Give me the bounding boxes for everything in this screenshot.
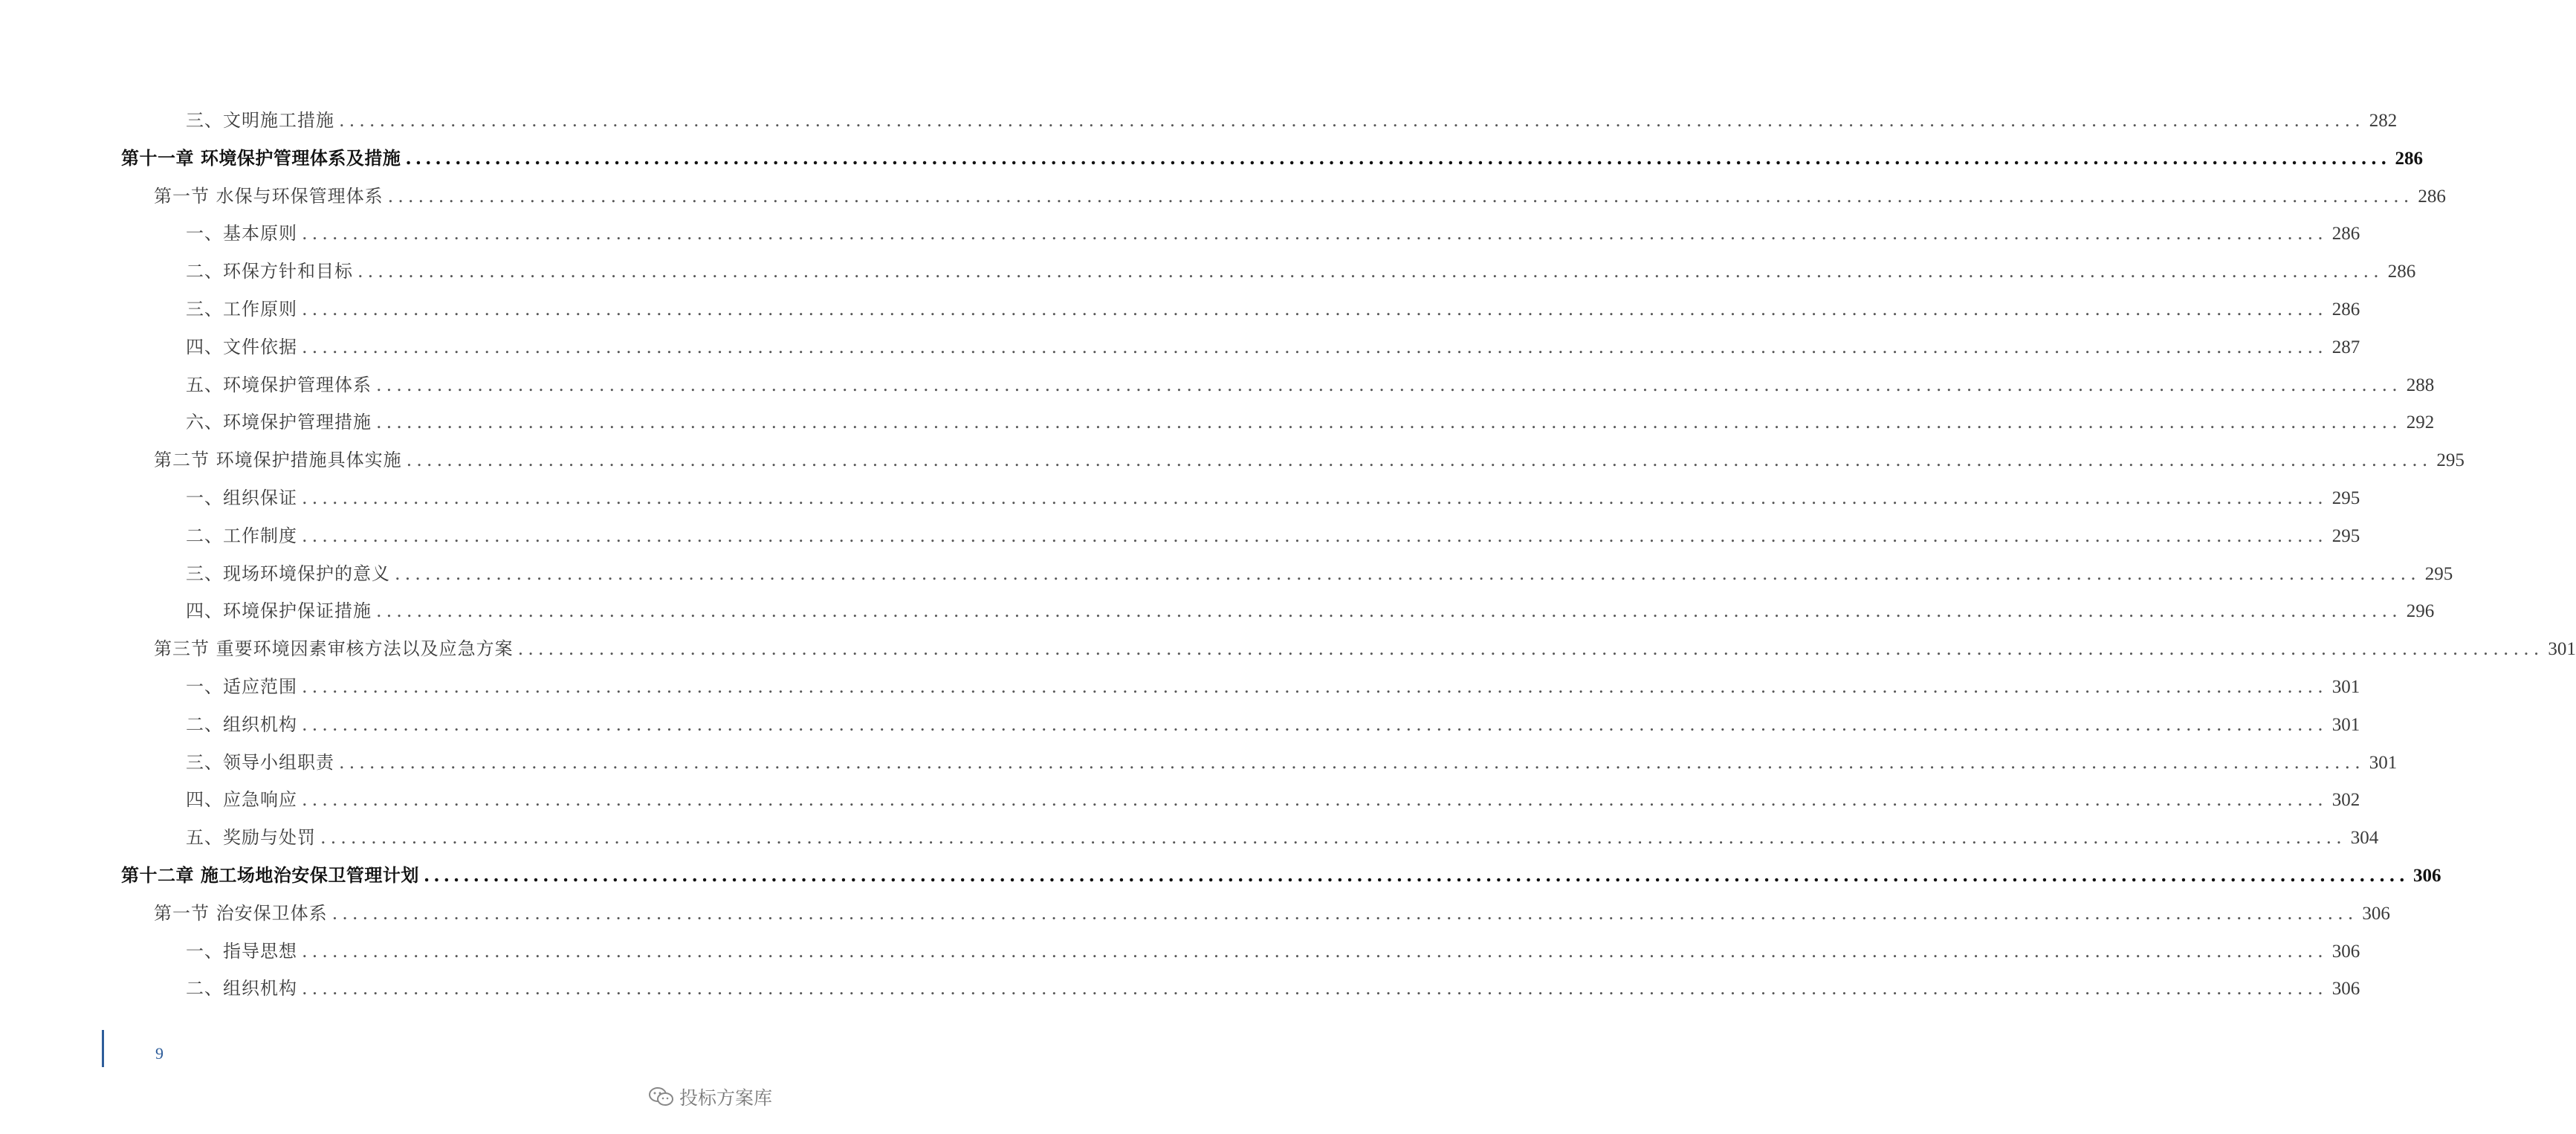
toc-entry-title: 一、指导思想 xyxy=(186,940,297,962)
toc-entry-section[interactable] xyxy=(0,178,2446,216)
toc-entry-title: 四、文件依据 xyxy=(186,336,297,357)
toc-entry-item[interactable] xyxy=(0,592,2435,630)
toc-entry-page: 282 xyxy=(2369,111,2398,131)
toc-entry-title: 三、现场环境保护的意义 xyxy=(186,563,390,584)
toc-dot-leader: ........................................................................................................................................................................................................ xyxy=(406,450,2433,471)
toc-entry-page: 286 xyxy=(2331,224,2360,244)
toc-entry-title: 二、组织机构 xyxy=(186,713,297,735)
toc-entry-item[interactable] xyxy=(0,706,2360,744)
toc-dot-leader: ........................................................................................................................................................................................................ xyxy=(302,978,2328,999)
toc-dot-leader: ........................................................................................................................................................................................................ xyxy=(405,146,2391,169)
toc-entry-page: 296 xyxy=(2406,601,2435,622)
table-of-contents xyxy=(0,102,2576,1008)
toc-entry-title: 三、领导小组职责 xyxy=(186,751,334,773)
toc-entry-title: 第一节 治安保卫体系 xyxy=(154,902,328,924)
toc-entry-chapter[interactable] xyxy=(0,857,2441,895)
toc-dot-leader: ........................................................................................................................................................................................................ xyxy=(376,600,2402,622)
toc-entry-page: 287 xyxy=(2331,337,2360,357)
toc-entry-title: 第十二章 施工场地治安保卫管理计划 xyxy=(121,864,419,886)
toc-dot-leader: ........................................................................................................................................................................................................ xyxy=(302,298,2328,320)
toc-dot-leader: ........................................................................................................................................................................................................ xyxy=(302,487,2328,508)
toc-entry-item[interactable] xyxy=(0,517,2360,555)
toc-entry-title: 一、组织保证 xyxy=(186,487,297,508)
toc-entry-page: 295 xyxy=(2424,563,2453,584)
toc-entry-section[interactable] xyxy=(0,630,2576,668)
toc-entry-page: 295 xyxy=(2436,450,2465,471)
toc-entry-item[interactable] xyxy=(0,291,2360,328)
toc-entry-page: 286 xyxy=(2331,299,2360,320)
toc-entry-item[interactable] xyxy=(0,102,2398,140)
toc-entry-item[interactable] xyxy=(0,404,2435,441)
toc-entry-item[interactable] xyxy=(0,253,2416,291)
toc-dot-leader: ........................................................................................................................................................................................................ xyxy=(395,563,2421,584)
toc-entry-page: 295 xyxy=(2331,525,2360,546)
toc-entry-page: 306 xyxy=(2331,979,2360,999)
toc-entry-title: 第三节 重要环境因素审核方法以及应急方案 xyxy=(154,638,514,660)
toc-entry-page: 292 xyxy=(2406,412,2435,433)
toc-dot-leader: ........................................................................................................................................................................................................ xyxy=(376,412,2402,433)
toc-entry-page: 295 xyxy=(2331,487,2360,508)
toc-dot-leader: ........................................................................................................................................................................................................ xyxy=(302,223,2328,244)
toc-entry-title: 二、环保方针和目标 xyxy=(186,261,353,282)
toc-entry-page: 288 xyxy=(2406,375,2435,395)
toc-dot-leader: ........................................................................................................................................................................................................ xyxy=(387,185,2414,207)
toc-dot-leader: ........................................................................................................................................................................................................ xyxy=(302,525,2328,546)
toc-dot-leader: ........................................................................................................................................................................................................ xyxy=(357,261,2384,282)
toc-dot-leader: ........................................................................................................................................................................................................ xyxy=(339,110,2365,131)
toc-entry-title: 四、环境保护保证措施 xyxy=(186,600,372,622)
toc-entry-page: 286 xyxy=(2418,186,2446,207)
toc-entry-page: 301 xyxy=(2369,752,2398,773)
toc-dot-leader: ........................................................................................................................................................................................................ xyxy=(302,789,2328,811)
toc-entry-page: 301 xyxy=(2331,676,2360,697)
toc-entry-item[interactable] xyxy=(0,479,2360,517)
toc-entry-page: 304 xyxy=(2350,828,2379,849)
toc-entry-page: 301 xyxy=(2331,714,2360,735)
toc-entry-title: 第二节 环境保护措施具体实施 xyxy=(154,450,402,471)
toc-dot-leader: ........................................................................................................................................................................................................ xyxy=(517,638,2544,660)
watermark-text: 投标方案库 xyxy=(679,1087,773,1109)
toc-entry-section[interactable] xyxy=(0,441,2465,479)
toc-entry-title: 六、环境保护管理措施 xyxy=(186,412,372,433)
toc-entry-title: 二、组织机构 xyxy=(186,978,297,999)
toc-entry-item[interactable] xyxy=(0,366,2435,404)
toc-entry-item[interactable] xyxy=(0,781,2360,819)
toc-entry-page: 306 xyxy=(2362,903,2390,924)
toc-dot-leader: ........................................................................................................................................................................................................ xyxy=(331,902,2358,924)
toc-entry-item[interactable] xyxy=(0,328,2360,366)
toc-entry-item[interactable] xyxy=(0,933,2360,971)
toc-entry-title: 五、环境保护管理体系 xyxy=(186,374,372,395)
toc-entry-title: 三、文明施工措施 xyxy=(186,110,334,131)
toc-entry-item[interactable] xyxy=(0,744,2398,782)
watermark xyxy=(648,1083,772,1110)
toc-entry-title: 第一节 水保与环保管理体系 xyxy=(154,185,384,207)
toc-entry-item[interactable] xyxy=(0,555,2453,593)
toc-entry-title: 五、奖励与处罚 xyxy=(186,827,316,849)
toc-entry-page: 301 xyxy=(2548,639,2576,660)
toc-dot-leader: ........................................................................................................................................................................................................ xyxy=(423,864,2409,886)
footer-accent-bar xyxy=(102,1030,104,1067)
toc-entry-title: 二、工作制度 xyxy=(186,525,297,546)
toc-dot-leader: ........................................................................................................................................................................................................ xyxy=(302,336,2328,357)
toc-entry-chapter[interactable] xyxy=(0,140,2423,178)
toc-entry-title: 一、基本原则 xyxy=(186,223,297,244)
toc-entry-item[interactable] xyxy=(0,668,2360,706)
toc-entry-page: 306 xyxy=(2412,865,2441,886)
toc-entry-title: 四、应急响应 xyxy=(186,789,297,811)
toc-dot-leader: ........................................................................................................................................................................................................ xyxy=(302,675,2328,697)
toc-entry-page: 286 xyxy=(2387,262,2416,282)
toc-dot-leader: ........................................................................................................................................................................................................ xyxy=(302,713,2328,735)
toc-entry-item[interactable] xyxy=(0,970,2360,1008)
toc-entry-page: 302 xyxy=(2331,790,2360,811)
toc-entry-title: 第十一章 环境保护管理体系及措施 xyxy=(121,146,401,169)
toc-dot-leader: ........................................................................................................................................................................................................ xyxy=(339,751,2365,773)
toc-dot-leader: ........................................................................................................................................................................................................ xyxy=(302,940,2328,962)
toc-entry-section[interactable] xyxy=(0,895,2390,933)
toc-entry-item[interactable] xyxy=(0,819,2379,857)
toc-entry-title: 一、适应范围 xyxy=(186,675,297,697)
toc-entry-page: 306 xyxy=(2331,941,2360,962)
toc-entry-title: 三、工作原则 xyxy=(186,298,297,320)
toc-entry-item[interactable] xyxy=(0,215,2360,253)
toc-dot-leader: ........................................................................................................................................................................................................ xyxy=(320,827,2346,849)
page-number: 9 xyxy=(155,1044,164,1063)
wechat-icon xyxy=(648,1086,675,1108)
toc-dot-leader: ........................................................................................................................................................................................................ xyxy=(376,374,2402,395)
toc-entry-page: 286 xyxy=(2395,148,2423,169)
